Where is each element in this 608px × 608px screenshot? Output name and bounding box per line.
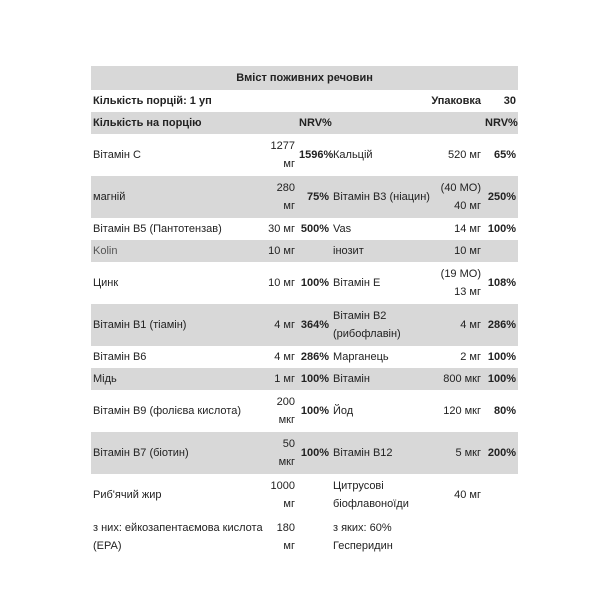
- amount-right: (40 МО) 40 мг: [435, 176, 483, 218]
- amount-right: (19 МО) 13 мг: [440, 268, 481, 298]
- nrv-right: [483, 474, 518, 516]
- table-row: [91, 516, 518, 558]
- amount-left: 30 мг: [268, 223, 295, 235]
- table-row: [91, 218, 518, 240]
- servings-label: Кількість порцій: 1 уп: [93, 95, 212, 107]
- amount-right: 5 мкг: [435, 432, 483, 474]
- amount-left: 4 мг: [274, 351, 295, 363]
- amount-left: 10 мг: [268, 277, 295, 289]
- amount-left: 1 мг: [265, 368, 297, 390]
- nrv-left: [297, 240, 331, 262]
- nutrient-name-left: Риб'ячий жир: [93, 489, 162, 501]
- amount-right: 2 мг: [460, 351, 481, 363]
- table-title-row: [91, 66, 518, 90]
- nutrient-name-left: Цинк: [93, 277, 119, 289]
- nrv-left: 100%: [297, 368, 331, 390]
- amount-left: 10 мг: [265, 240, 297, 262]
- nrv-left: [297, 516, 331, 558]
- nutrient-name-left: Вітамін B1 (тіамін): [91, 304, 265, 346]
- nrv-right: [483, 516, 518, 558]
- nrv-right: 100%: [487, 223, 517, 235]
- table-row: [91, 176, 518, 218]
- nutrient-name-left: Вітамін B5 (Пантотензав): [93, 223, 222, 235]
- table-row: [91, 134, 518, 176]
- amount-left: 4 мг: [265, 304, 297, 346]
- nutrient-name-right: Вітамін B2 (рибофлавін): [331, 304, 435, 346]
- amount-right: 40 мг: [454, 489, 481, 501]
- table-row: [91, 346, 518, 368]
- nutrient-name-left: Вітамін B6: [93, 351, 147, 363]
- nrv-left: 1596%: [299, 149, 334, 161]
- nrv-right: 108%: [487, 277, 517, 289]
- nrv-left: 100%: [300, 405, 329, 417]
- nrv-right: 100%: [487, 351, 517, 363]
- nrv-right: 100%: [483, 368, 518, 390]
- nutrient-name-right: Вітамін B3 (ніацин): [331, 176, 435, 218]
- nutrient-name-left: магній: [91, 176, 265, 218]
- nutrient-name-left: Вітамін C: [93, 149, 141, 161]
- table-row: [91, 474, 518, 516]
- nrv-left: 100%: [297, 432, 331, 474]
- nrv-right: [483, 240, 518, 262]
- nutrient-name-left: Мідь: [91, 368, 265, 390]
- column-header-row: [91, 112, 518, 134]
- nutrient-name-right: Вітамін E: [333, 277, 381, 289]
- amount-right: 520 мг: [448, 149, 481, 161]
- table-row: [91, 432, 518, 474]
- nrv-right: 80%: [494, 405, 517, 417]
- nutrient-name-right: Вітамін B12: [331, 432, 435, 474]
- amount-left: 180 мг: [276, 522, 295, 552]
- nutrient-name-left: Kolin: [91, 240, 265, 262]
- amount-left: 200 мкг: [276, 396, 295, 426]
- nrv-right: 286%: [483, 304, 518, 346]
- nutrient-name-right: Марганець: [333, 351, 389, 363]
- nrv-right: 200%: [483, 432, 518, 474]
- nutrient-name-right: з яких: 60% Гесперидин: [333, 522, 393, 552]
- nrv-right: 65%: [494, 149, 517, 161]
- table-row: [91, 262, 518, 304]
- nrv-left: 100%: [300, 277, 329, 289]
- nutrient-name-right: Vas: [333, 223, 352, 235]
- nrv-right: 250%: [483, 176, 518, 218]
- nutrient-name-right: Цитрусові біофлавоноїди: [333, 480, 409, 510]
- nutrient-name-right: Кальцій: [333, 149, 373, 161]
- nutrient-name-left: Вітамін B9 (фолієва кислота): [93, 405, 241, 417]
- table-title: Вміст поживних речовин: [91, 66, 518, 90]
- nrv-left: [297, 474, 331, 516]
- nrv-left: 75%: [297, 176, 331, 218]
- nutrition-table: [91, 66, 518, 558]
- nrv-left: 500%: [300, 223, 329, 235]
- amount-left: 280 мг: [265, 176, 297, 218]
- amount-left: 50 мкг: [265, 432, 297, 474]
- amount-right: 10 мг: [435, 240, 483, 262]
- nutrient-name-right: інозит: [331, 240, 435, 262]
- table-row: [91, 390, 518, 432]
- table-row: [91, 368, 518, 390]
- amount-right: 120 мкг: [443, 405, 481, 417]
- amount-right: 14 мг: [454, 223, 481, 235]
- nrv-left: 364%: [297, 304, 331, 346]
- nutrient-name-right: Йод: [333, 405, 354, 417]
- table-row: [91, 304, 518, 346]
- amount-left: 1000 мг: [270, 480, 295, 510]
- amount-right: 4 мг: [435, 304, 483, 346]
- nrv-header-right: NRV%: [483, 112, 518, 134]
- nutrient-name-left: Вітамін B7 (біотин): [91, 432, 265, 474]
- per-serving-header: Кількість на порцію: [91, 112, 297, 134]
- nutrient-name-left: з них: ейкозапентаємова кислота (EPA): [93, 522, 263, 552]
- amount-right: 800 мкг: [435, 368, 483, 390]
- amount-left: 1277 мг: [270, 140, 295, 170]
- amount-right: [435, 516, 483, 558]
- nutrient-name-right: Вітамін: [331, 368, 435, 390]
- package-label: Упаковка: [431, 95, 481, 107]
- table-row: [91, 240, 518, 262]
- servings-row: [91, 90, 518, 112]
- package-value: 30: [503, 95, 517, 107]
- nrv-header-left: NRV%: [297, 112, 331, 134]
- nrv-left: 286%: [300, 351, 329, 363]
